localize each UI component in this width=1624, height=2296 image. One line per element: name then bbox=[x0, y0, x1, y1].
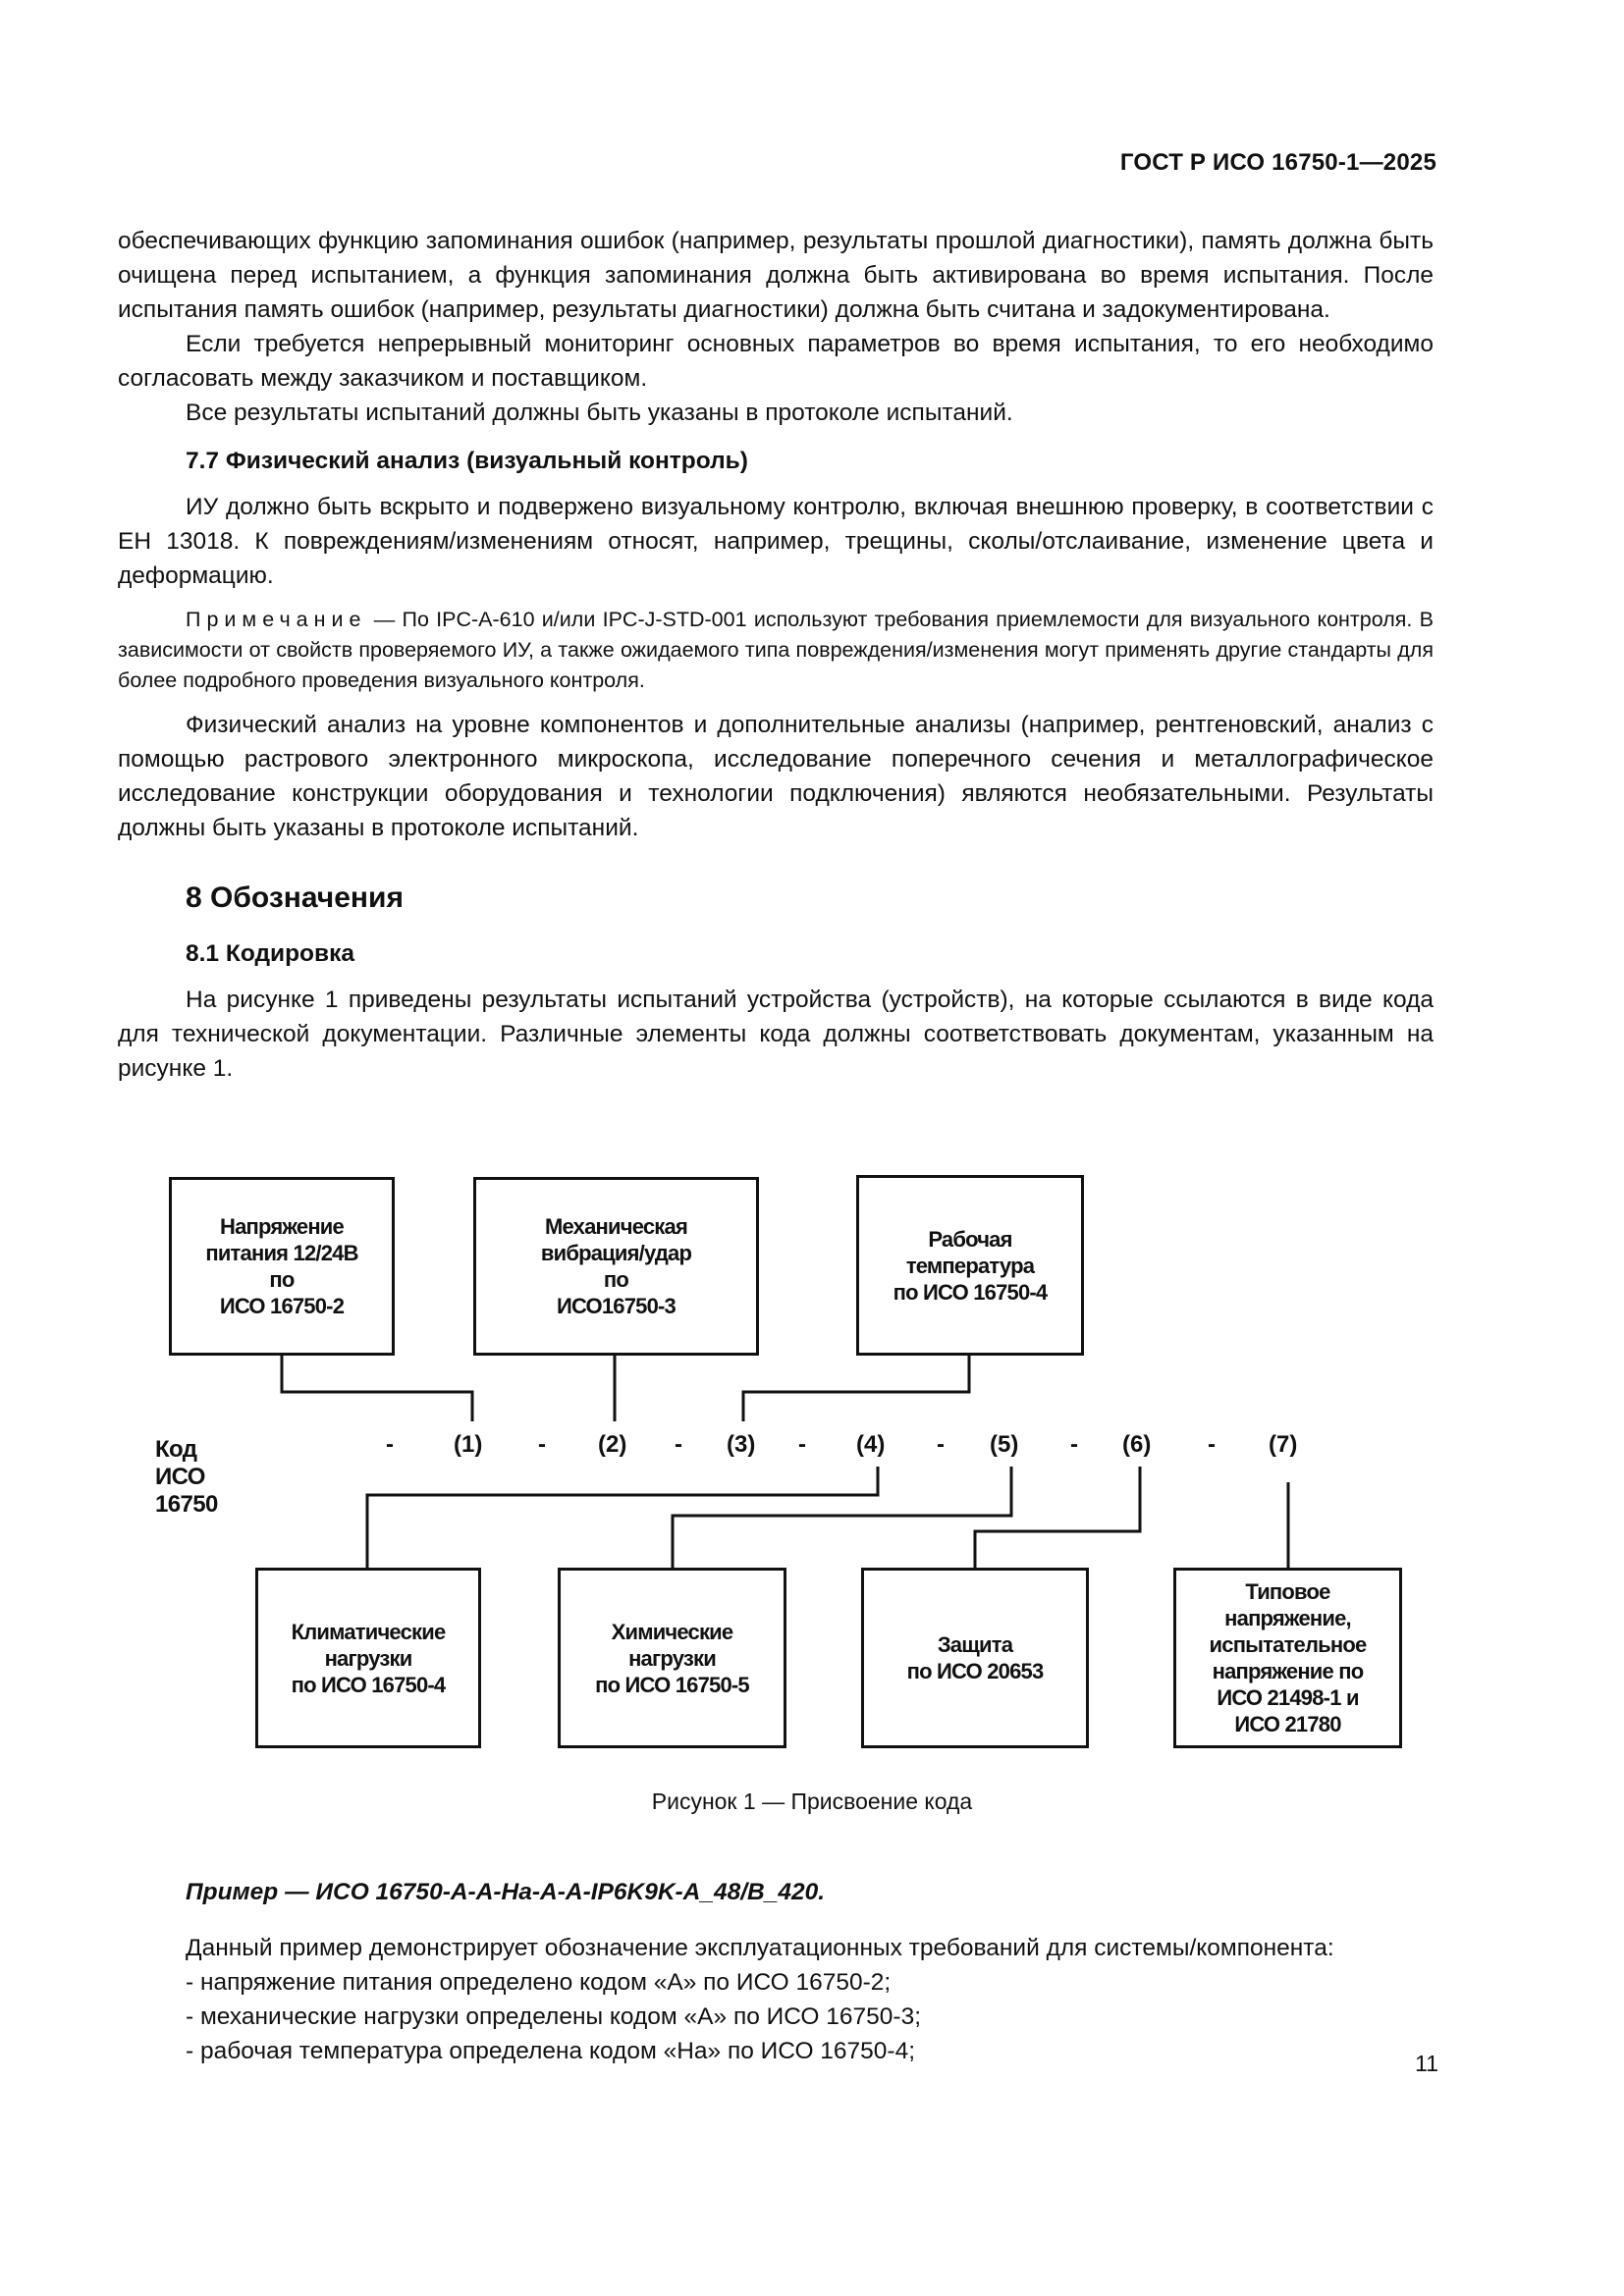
box-operating-temperature bbox=[856, 1175, 1084, 1356]
code-dash: - bbox=[1208, 1431, 1216, 1458]
box-text: нагрузки bbox=[324, 1645, 412, 1671]
box-text: по bbox=[603, 1267, 629, 1292]
box-protection bbox=[861, 1568, 1089, 1748]
paragraph: Все результаты испытаний должны быть указаны в протоколе испытаний. bbox=[186, 400, 1013, 426]
box-text: Типовое bbox=[1245, 1579, 1330, 1604]
box-text: температура bbox=[905, 1253, 1035, 1278]
figure-caption: Рисунок 1 — Присвоение кода bbox=[651, 1789, 973, 1814]
code-dash: - bbox=[538, 1431, 546, 1458]
list-item: - напряжение питания определено кодом «А» по ИСО 16750-2; bbox=[186, 1969, 892, 1996]
box-text: Напряжение bbox=[219, 1214, 344, 1239]
paragraph: На рисунке 1 приведены результаты испытаний устройства (устройств), на которые ссылаются в виде кода для технической документации. Различные элементы кода должны соответствовать документам, указанным на рисунке 1. bbox=[118, 987, 1434, 1082]
section-heading-8-1: 8.1 Кодировка bbox=[186, 940, 354, 967]
box-text: питания 12/24В bbox=[205, 1241, 358, 1265]
code-item-4: (4) bbox=[856, 1431, 886, 1458]
note-label: Примечание bbox=[186, 608, 367, 631]
box-text: по ИСО 16750-4 bbox=[291, 1672, 446, 1697]
code-item-5: (5) bbox=[990, 1431, 1019, 1458]
box-text: Механическая bbox=[545, 1214, 687, 1239]
list-item: - рабочая температура определена кодом «На» по ИСО 16750-4; bbox=[186, 2038, 916, 2064]
code-dash: - bbox=[798, 1431, 806, 1458]
box-text: по ИСО 20653 bbox=[906, 1659, 1044, 1683]
box-text: напряжение по bbox=[1212, 1659, 1364, 1683]
paragraph: Данный пример демонстрирует обозначение эксплуатационных требований для системы/компонента: bbox=[186, 1935, 1334, 1961]
box-text: ИСО 21498-1 и bbox=[1217, 1685, 1359, 1710]
box-text: напряжение, bbox=[1224, 1606, 1351, 1630]
code-dash: - bbox=[1070, 1431, 1078, 1458]
example: Пример — ИСО 16750-А-А-На-А-А-IP6K9K-A_48/B_420. bbox=[186, 1879, 826, 1905]
document-header: ГОСТ Р ИСО 16750-1—2025 bbox=[1119, 149, 1436, 176]
box-chemical-loads bbox=[558, 1568, 786, 1748]
note-text: — По IPC-A-610 и/или IPC-J-STD-001 используют требования приемлемости для визуального контроля. В зависимости от свойств проверяемого ИУ, а также ожидаемого типа повреждения/изменения могут применять другие стандарты для более подробного проведения визуального контроля. bbox=[118, 608, 1434, 692]
box-text: по ИСО 16750-4 bbox=[893, 1279, 1048, 1305]
box-text: ИСО16750-3 bbox=[556, 1294, 676, 1318]
box-text: ИСО 16750-2 bbox=[219, 1294, 345, 1318]
code-dash: - bbox=[386, 1431, 394, 1458]
paragraph: обеспечивающих функцию запоминания ошибок (например, результаты прошлой диагностики), память должна быть очищена перед испытанием, а функция запоминания должна быть активирована во время испытания. После испытания память ошибок (например, результаты диагностики) должна быть считана и задокументирована. bbox=[118, 228, 1434, 323]
connector-1 bbox=[282, 1353, 472, 1421]
connector-6 bbox=[975, 1467, 1140, 1570]
page-number: 11 bbox=[1415, 2051, 1438, 2076]
box-text: Рабочая bbox=[928, 1226, 1012, 1252]
box-text: нагрузки bbox=[628, 1645, 716, 1671]
box-text: по ИСО 16750-5 bbox=[595, 1672, 749, 1697]
box-text: Климатические bbox=[291, 1619, 446, 1644]
box-text: ИСО 21780 bbox=[1234, 1712, 1341, 1736]
code-dash: - bbox=[937, 1431, 945, 1458]
paragraph: Физический анализ на уровне компонентов и дополнительные анализы (например, рентгеновский, анализ с помощью растрового электронного микроскопа, исследование поперечного сечения и металлографическое исследование конструкции оборудования и технологии подключения) являются необязательными. Результаты должны быть указаны в протоколе испытаний. bbox=[118, 712, 1434, 841]
box-text: по bbox=[269, 1267, 295, 1292]
connector-5 bbox=[673, 1467, 1011, 1570]
section-heading-8: 8 Обозначения bbox=[186, 881, 404, 914]
box-text: испытательное bbox=[1209, 1632, 1367, 1657]
section-heading-7-7: 7.7 Физический анализ (визуальный контроль) bbox=[186, 448, 748, 474]
code-item-6: (6) bbox=[1122, 1431, 1152, 1458]
paragraph: Если требуется непрерывный мониторинг основных параметров во время испытания, то его необходимо согласовать между заказчиком и поставщиком. bbox=[118, 331, 1434, 392]
box-climatic-loads bbox=[255, 1568, 481, 1748]
list-item: - механические нагрузки определены кодом «А» по ИСО 16750-3; bbox=[186, 2003, 922, 2030]
connector-3 bbox=[743, 1353, 969, 1421]
box-text: Защита bbox=[937, 1632, 1013, 1657]
text-after-figure bbox=[118, 1845, 1434, 2068]
paragraph: ИУ должно быть вскрыто и подвержено визуальному контролю, включая внешнюю проверку, в соответствии с ЕН 13018. К повреждениям/изменениям относят, например, трещины, сколы/отслаивание, изменение цвета и деформацию. bbox=[118, 494, 1434, 589]
code-item-7: (7) bbox=[1269, 1431, 1298, 1458]
connector-4 bbox=[367, 1467, 878, 1570]
code-item-2: (2) bbox=[598, 1431, 627, 1458]
code-item-1: (1) bbox=[454, 1431, 483, 1458]
box-supply-voltage bbox=[169, 1177, 395, 1356]
box-mechanical-vibration bbox=[473, 1177, 759, 1356]
code-label: Код ИСО 16750 bbox=[155, 1436, 218, 1518]
code-dash: - bbox=[675, 1431, 682, 1458]
box-typical-voltage bbox=[1173, 1568, 1402, 1748]
box-text: вибрация/удар bbox=[540, 1241, 692, 1265]
box-text: Химические bbox=[611, 1619, 733, 1644]
code-item-3: (3) bbox=[727, 1431, 756, 1458]
